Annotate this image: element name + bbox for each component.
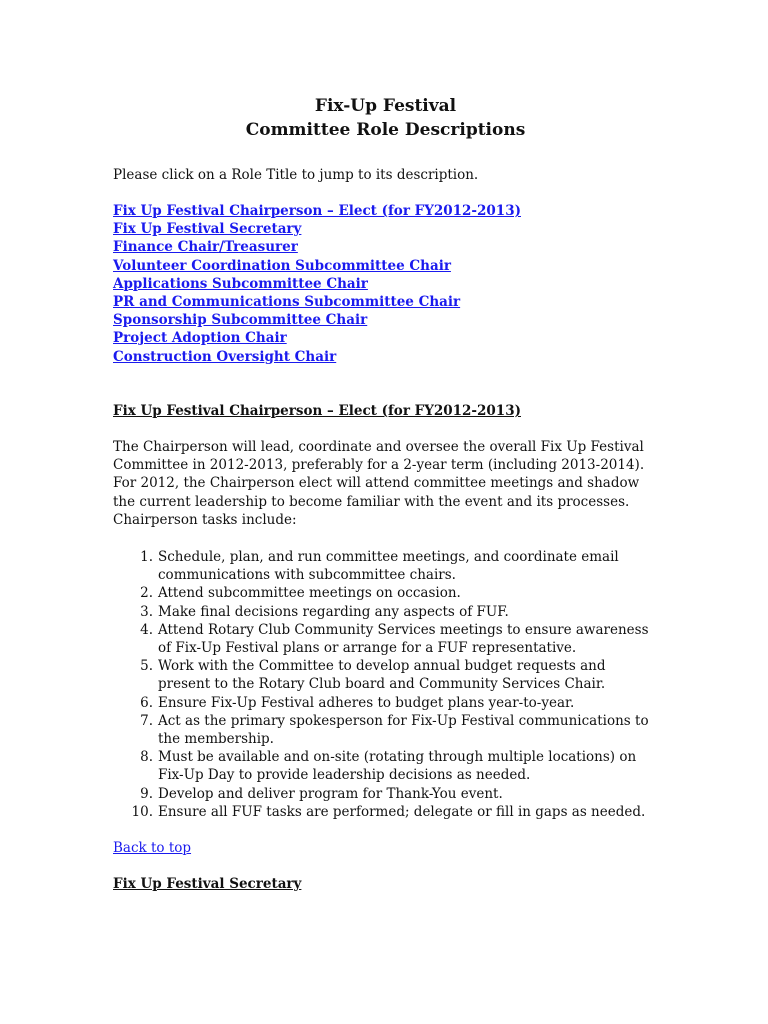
back-to-top-link[interactable]: Back to top	[113, 840, 192, 856]
toc-item	[113, 257, 521, 275]
document-title-line1: Fix-Up Festival	[314, 96, 457, 116]
list-item	[113, 657, 658, 693]
toc-link-project-adoption[interactable]: Project Adoption Chair	[113, 330, 287, 347]
toc-item	[113, 238, 521, 256]
list-item	[113, 803, 658, 821]
list-item	[113, 694, 658, 712]
list-item	[113, 548, 658, 584]
list-number: 10.	[131, 803, 153, 820]
toc-item	[113, 311, 521, 329]
toc-link-construction[interactable]: Construction Oversight Chair	[113, 348, 337, 365]
list-number: 9.	[140, 785, 153, 802]
list-text: Develop and deliver program for Thank-You event.	[158, 785, 503, 802]
toc-item	[113, 293, 521, 311]
list-number: 8.	[140, 749, 153, 766]
list-text: Ensure all FUF tasks are performed; delegate or fill in gaps as needed.	[158, 803, 646, 820]
list-item	[113, 584, 658, 602]
toc-link-finance[interactable]: Finance Chair/Treasurer	[113, 239, 298, 256]
list-text: Attend subcommittee meetings on occasion.	[158, 585, 461, 602]
list-text: Make final decisions regarding any aspects of FUF.	[158, 603, 509, 620]
list-number: 6.	[140, 694, 153, 711]
list-number: 1.	[140, 549, 153, 565]
list-number: 3.	[140, 603, 153, 620]
toc-link-secretary[interactable]: Fix Up Festival Secretary	[113, 221, 302, 238]
list-item	[113, 621, 658, 657]
section-heading-chairperson: Fix Up Festival Chairperson – Elect (for FY2012-2013)	[113, 403, 521, 419]
list-text: Act as the primary spokesperson for Fix-Up Festival communications to the membership.	[158, 712, 649, 748]
toc-item	[113, 202, 521, 220]
toc-item	[113, 348, 521, 366]
list-text: Schedule, plan, and run committee meetings, and coordinate email communications with subcommittee chairs.	[158, 549, 619, 584]
list-number: 2.	[140, 585, 153, 602]
toc-item	[113, 329, 521, 347]
toc-item	[113, 220, 521, 238]
list-item	[113, 748, 658, 784]
document-title-line2: Committee Role Descriptions	[245, 120, 526, 140]
toc-link-chairperson[interactable]: Fix Up Festival Chairperson – Elect (for FY2012-2013)	[113, 203, 521, 219]
chairperson-description: The Chairperson will lead, coordinate and oversee the overall Fix Up Festival Committee in 2012-2013, preferably for a 2-year term (including 2013-2014). For 2012, the Chairperson elect will attend committee meetings and shadow the current leadership to become familiar with the event and its processes. Chairperson tasks include:	[113, 439, 645, 528]
list-item	[113, 603, 658, 621]
list-text: Ensure Fix-Up Festival adheres to budget plans year-to-year.	[158, 694, 575, 711]
back-to-top	[113, 839, 191, 857]
toc-link-applications[interactable]: Applications Subcommittee Chair	[113, 275, 368, 292]
list-text: Work with the Committee to develop annual budget requests and present to the Rotary Club board and Community Services Chair.	[158, 658, 606, 693]
list-item	[113, 712, 658, 748]
list-item	[113, 785, 658, 803]
section-heading-secretary: Fix Up Festival Secretary	[113, 876, 302, 892]
list-text: Must be available and on-site (rotating through multiple locations) on Fix-Up Day to provide leadership decisions as needed.	[158, 749, 637, 784]
role-toc	[113, 202, 521, 366]
list-text: Attend Rotary Club Community Services meetings to ensure awareness of Fix-Up Festival plans or arrange for a FUF representative.	[158, 621, 649, 657]
toc-item	[113, 275, 521, 293]
document-page	[113, 94, 658, 892]
list-number: 7.	[140, 712, 153, 729]
chairperson-task-list	[113, 548, 658, 821]
toc-link-pr[interactable]: PR and Communications Subcommittee Chair	[113, 294, 461, 311]
list-number: 5.	[140, 658, 153, 675]
intro-text: Please click on a Role Title to jump to its description.	[113, 167, 479, 183]
toc-link-volunteer[interactable]: Volunteer Coordination Subcommittee Chair	[113, 257, 451, 274]
list-number: 4.	[140, 621, 153, 638]
toc-link-sponsorship[interactable]: Sponsorship Subcommittee Chair	[113, 312, 368, 329]
